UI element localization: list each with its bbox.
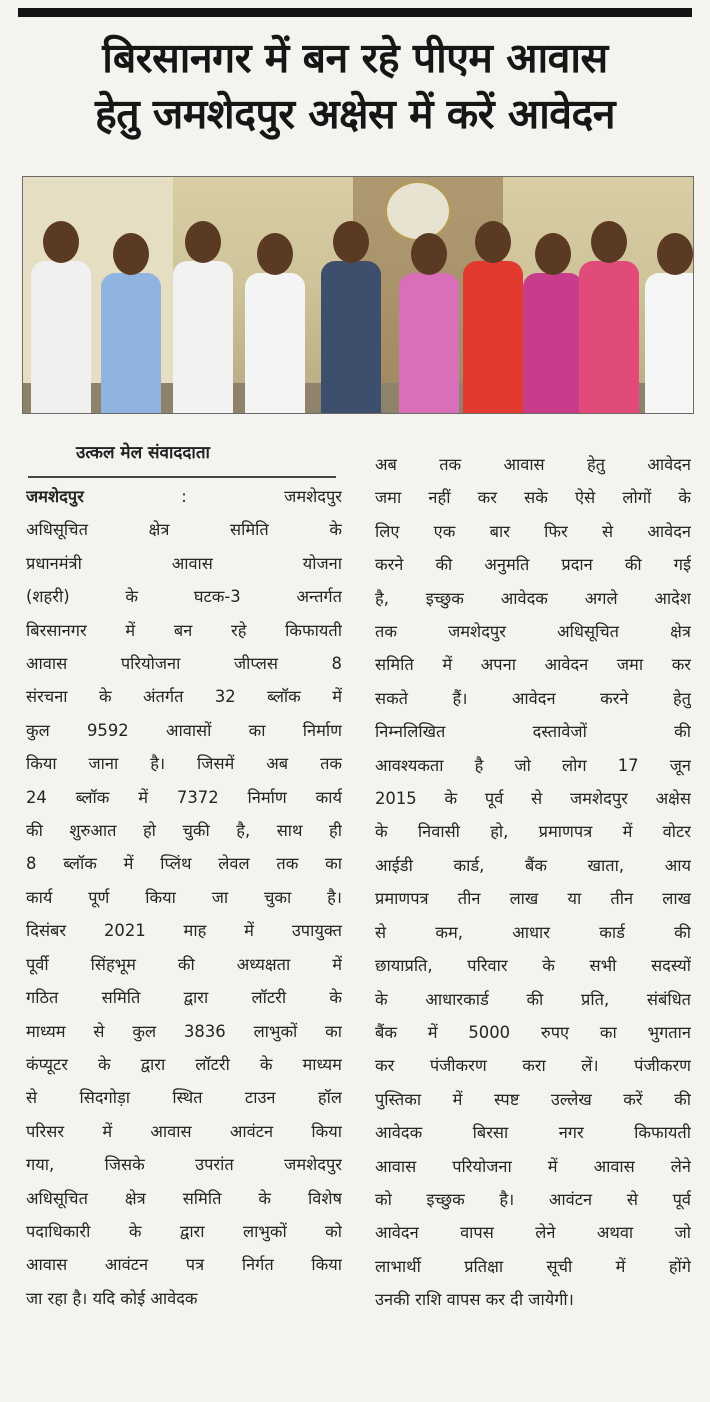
article-column-right (375, 448, 691, 1317)
article-line: प्रमाणपत्र तीन लाख या तीन लाख (375, 889, 691, 909)
article-line: जमा नहीं कर सके ऐसे लोगों के (375, 488, 691, 508)
article-line: अधिसूचित क्षेत्र समिति के (26, 520, 342, 540)
article-line: उनकी राशि वापस कर दी जायेगी। (375, 1290, 574, 1310)
top-rule (18, 8, 692, 17)
article-line: निम्नलिखित दस्तावेजों की (375, 722, 691, 742)
article-line: से कम, आधार कार्ड की (375, 922, 691, 942)
person-figure (321, 213, 381, 413)
article-line: आवेदक बिरसा नगर किफायती (375, 1123, 691, 1143)
article-line: गठित समिति द्वारा लॉटरी के (26, 988, 342, 1008)
article-line: गया, जिसके उपरांत जमशेदपुर (26, 1155, 342, 1175)
article-line: माध्यम से कुल 3836 लाभुकों का (26, 1021, 342, 1041)
article-line: समिति में अपना आवेदन जमा कर (375, 655, 691, 675)
article-line: कंप्यूटर के द्वारा लॉटरी के माध्यम (26, 1054, 342, 1074)
headline-line-2: हेतु जमशेदपुर अक्षेस में करें आवेदन (94, 90, 616, 138)
byline-block (28, 436, 336, 478)
article-line: लिए एक बार फिर से आवेदन (375, 521, 691, 541)
article-line: कर पंजीकरण करा लें। पंजीकरण (375, 1056, 691, 1076)
article-line: प्रधानमंत्री आवास योजना (26, 553, 342, 573)
article-line: आईडी कार्ड, बैंक खाता, आय (375, 855, 691, 875)
article-line: बिरसानगर में बन रहे किफायती (26, 620, 342, 640)
dateline-tail: : जमशेदपुर (181, 487, 342, 506)
article-line: लाभार्थी प्रतिक्षा सूची में होंगे (375, 1256, 691, 1276)
person-figure (245, 213, 305, 413)
person-figure (523, 213, 583, 413)
byline: उत्कल मेल संवाददाता (76, 443, 210, 463)
article-line: है, इच्छुक आवेदक अगले आदेश (375, 588, 691, 608)
dateline: जमशेदपुर (26, 487, 84, 506)
article-line: के निवासी हो, प्रमाणपत्र में वोटर (375, 822, 691, 842)
article-line: आवास परियोजना में आवास लेने (375, 1156, 691, 1176)
article-line: अधिसूचित क्षेत्र समिति के विशेष (26, 1188, 342, 1208)
article-line: 24 ब्लॉक में 7372 निर्माण कार्य (26, 787, 342, 807)
article-line: पूर्वी सिंहभूम की अध्यक्षता में (26, 954, 342, 974)
headline (18, 30, 692, 142)
person-figure (579, 213, 639, 413)
article-line: आवास परियोजना जीप्लस 8 (26, 654, 342, 674)
article-line: (शहरी) के घटक-3 अन्तर्गत (26, 587, 342, 607)
person-figure (645, 213, 694, 413)
article-line: की शुरुआत हो चुकी है, साथ ही (26, 821, 342, 841)
article-line: तक जमशेदपुर अधिसूचित क्षेत्र (375, 622, 691, 642)
article-line: पुस्तिका में स्पष्ट उल्लेख करें की (375, 1089, 691, 1109)
article-line: कुल 9592 आवासों का निर्माण (26, 720, 342, 740)
article-line: जा रहा है। यदि कोई आवेदक (26, 1288, 198, 1308)
article-line: आवश्यकता है जो लोग 17 जून (375, 755, 691, 775)
article-line: बैंक में 5000 रुपए का भुगतान (375, 1022, 691, 1042)
person-figure (31, 213, 91, 413)
person-figure (173, 213, 233, 413)
article-line: 2015 के पूर्व से जमशेदपुर अक्षेस (375, 789, 691, 809)
article-line (26, 480, 342, 513)
article-line: आवेदन वापस लेने अथवा जो (375, 1223, 691, 1243)
person-figure (101, 213, 161, 413)
person-figure (463, 213, 523, 413)
article-column-left (26, 480, 342, 1315)
article-line: पदाधिकारी के द्वारा लाभुकों को (26, 1221, 342, 1241)
article-line: कार्य पूर्ण किया जा चुका है। (26, 887, 342, 907)
article-line: छायाप्रति, परिवार के सभी सदस्यों (375, 956, 691, 976)
headline-line-1: बिरसानगर में बन रहे पीएम आवास (102, 34, 608, 82)
news-photo (22, 176, 694, 414)
person-figure (399, 213, 459, 413)
article-line: करने की अनुमति प्रदान की गई (375, 555, 691, 575)
article-line: को इच्छुक है। आवंटन से पूर्व (375, 1189, 691, 1209)
article-line: अब तक आवास हेतु आवेदन (375, 455, 691, 474)
article-line: दिसंबर 2021 माह में उपायुक्त (26, 921, 342, 941)
article-line: परिसर में आवास आवंटन किया (26, 1121, 342, 1141)
article-line: आवास आवंटन पत्र निर्गत किया (26, 1255, 342, 1275)
article-line: 8 ब्लॉक में प्लिंथ लेवल तक का (26, 854, 342, 874)
article-line: से सिदगोड़ा स्थित टाउन हॉल (26, 1088, 342, 1108)
article-line: किया जाना है। जिसमें अब तक (26, 754, 342, 774)
article-line: के आधारकार्ड की प्रति, संबंधित (375, 989, 691, 1009)
article-line: संरचना के अंतर्गत 32 ब्लॉक में (26, 687, 342, 707)
article-line: सकते हैं। आवेदन करने हेतु (375, 688, 691, 708)
